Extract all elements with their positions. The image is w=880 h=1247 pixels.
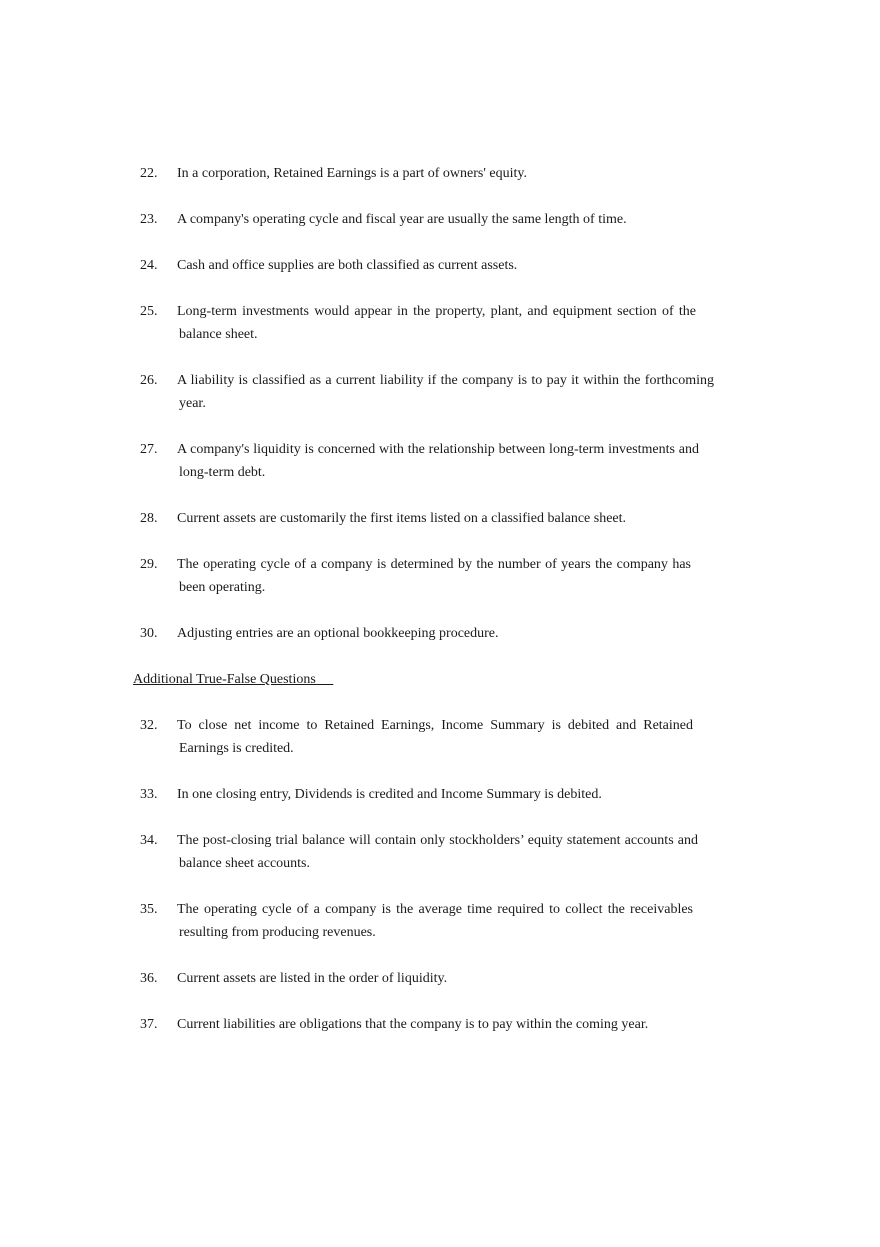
question-line: year. [179,396,206,411]
question-line: been operating. [179,580,266,595]
question-number: 27. [140,442,158,457]
question-line: Cash and office supplies are both classified as current assets. [177,258,518,273]
question-text [177,829,698,875]
question-line: The post-closing trial balance will contain only stockholders’ equity statement accounts and [177,833,698,848]
question-line: balance sheet accounts. [179,856,310,871]
question-line: To close net income to Retained Earnings, Income Summary is debited and Retained [177,718,693,733]
question-text [177,898,693,944]
question-line: long-term debt. [179,465,266,480]
question-number: 36. [140,971,158,986]
question-number: 34. [140,833,158,848]
question-text [177,714,693,760]
question-text [177,553,691,599]
question-number: 23. [140,212,158,227]
question-text [177,369,714,415]
question-number: 26. [140,373,158,388]
question-line: Current assets are listed in the order of liquidity. [177,971,448,986]
question-line: A company's operating cycle and fiscal year are usually the same length of time. [177,212,627,227]
question-text [177,254,517,277]
question-number: 25. [140,304,158,319]
question-number: 30. [140,626,158,641]
question-number: 32. [140,718,158,733]
question-line: A liability is classified as a current liability if the company is to pay it within the forthcoming [177,373,714,388]
question-text [177,783,602,806]
question-line: Earnings is credited. [179,741,294,756]
question-line: Adjusting entries are an optional bookkeeping procedure. [177,626,499,641]
question-number: 22. [140,166,158,181]
question-number: 28. [140,511,158,526]
question-text [177,622,499,645]
question-text [177,208,627,231]
question-line: Current assets are customarily the first items listed on a classified balance sheet. [177,511,627,526]
question-text [177,507,626,530]
question-line: In one closing entry, Dividends is credited and Income Summary is debited. [177,787,602,802]
question-line: In a corporation, Retained Earnings is a part of owners' equity. [177,166,527,181]
question-number: 24. [140,258,158,273]
question-text [177,438,699,484]
question-line: Long-term investments would appear in the property, plant, and equipment section of the [177,304,696,319]
question-number: 33. [140,787,158,802]
question-number: 35. [140,902,158,917]
question-text [177,162,527,185]
section-heading: Additional True-False Questions [133,672,334,687]
question-line: Current liabilities are obligations that the company is to pay within the coming year. [177,1017,649,1032]
question-text [177,1013,648,1036]
question-text [177,300,696,346]
question-line: balance sheet. [179,327,258,342]
question-line: A company's liquidity is concerned with the relationship between long-term investments and [177,442,699,457]
question-number: 37. [140,1017,158,1032]
question-line: The operating cycle of a company is the average time required to collect the receivables [177,902,693,917]
question-number: 29. [140,557,158,572]
question-line: The operating cycle of a company is determined by the number of years the company has [177,557,691,572]
question-text [177,967,447,990]
question-line: resulting from producing revenues. [179,925,376,940]
